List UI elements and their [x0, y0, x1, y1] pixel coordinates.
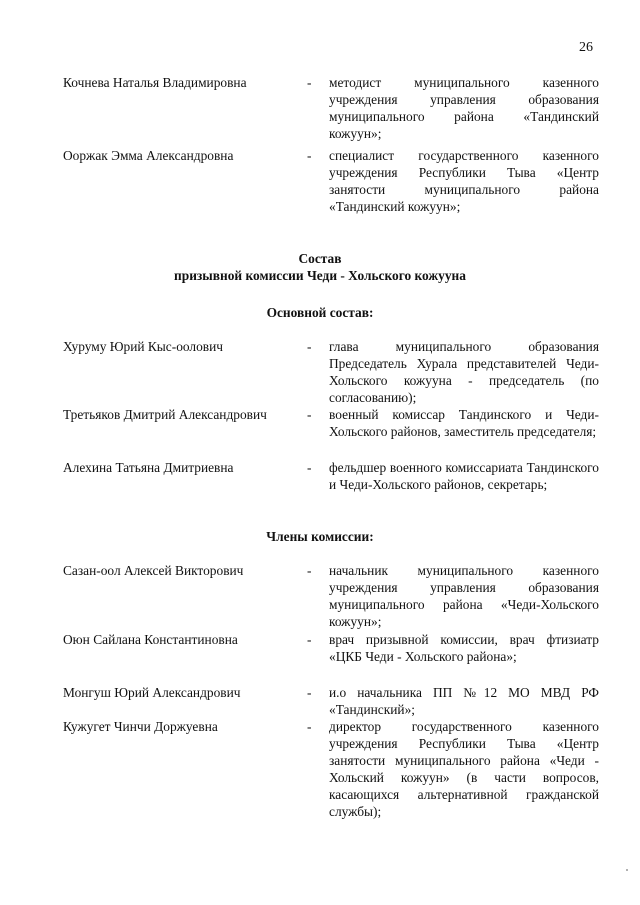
person-name: Сазан-оол Алексей Викторович: [63, 563, 244, 578]
dash: -: [307, 407, 312, 422]
position-description: начальник муниципального казенного учреждения управления образования муниципального района «Чеди-Хольского кожуун»;: [329, 563, 599, 629]
dash: -: [307, 563, 312, 578]
dash: -: [307, 685, 312, 700]
person-name: Ооржак Эмма Александровна: [63, 148, 234, 163]
position-description: специалист государственного казенного учреждения Республики Тыва «Центр занятости муниципального района «Тандинский кожуун»;: [329, 148, 599, 214]
dash: -: [307, 460, 312, 475]
position-description: военный комиссар Тандинского и Чеди-Хольского районов, заместитель председателя;: [329, 407, 599, 439]
person-name: Алехина Татьяна Дмитриевна: [63, 460, 234, 475]
dash: -: [307, 75, 312, 90]
person-name: Кужугет Чинчи Доржуевна: [63, 719, 218, 734]
position-description: методист муниципального казенного учреждения управления образования муниципального района «Тандинский кожуун»;: [329, 75, 599, 141]
composition-subtitle: призывной комиссии Чеди - Хольского кожууна: [174, 268, 466, 283]
dash: -: [307, 339, 312, 354]
members-section-heading: Члены комиссии:: [266, 529, 374, 544]
person-name: Хуруму Юрий Кыс-оолович: [63, 339, 224, 354]
position-description: врач призывной комиссии, врач фтизиатр «ЦКБ Чеди - Хольского района»;: [329, 632, 599, 664]
person-name: Монгуш Юрий Александрович: [63, 685, 241, 700]
person-name: Третьяков Дмитрий Александрович: [63, 407, 267, 422]
position-description: и.о начальника ПП №12 МО МВД РФ «Тандинский»;: [329, 685, 599, 717]
dash: -: [307, 632, 312, 647]
position-description: фельдшер военного комиссариата Тандинского и Чеди-Хольского районов, секретарь;: [329, 460, 599, 492]
person-name: Оюн Сайлана Константиновна: [63, 632, 238, 647]
scan-speck: [626, 869, 628, 871]
page-number: 26: [579, 40, 593, 55]
person-name: Кочнева Наталья Владимировна: [63, 75, 247, 90]
position-description: директор государственного казенного учреждения Республики Тыва «Центр занятости муниципального района «Чеди - Хольский кожуун» (в части вопросов, касающихся альтернативной гражданской службы);: [329, 719, 599, 819]
position-description: глава муниципального образования Председатель Хурала представителей Чеди-Хольского кожууна - председатель (по согласованию);: [329, 339, 599, 405]
main-section-heading: Основной состав:: [266, 305, 374, 320]
dash: -: [307, 148, 312, 163]
dash: -: [307, 719, 312, 734]
composition-title: Состав: [298, 251, 342, 266]
